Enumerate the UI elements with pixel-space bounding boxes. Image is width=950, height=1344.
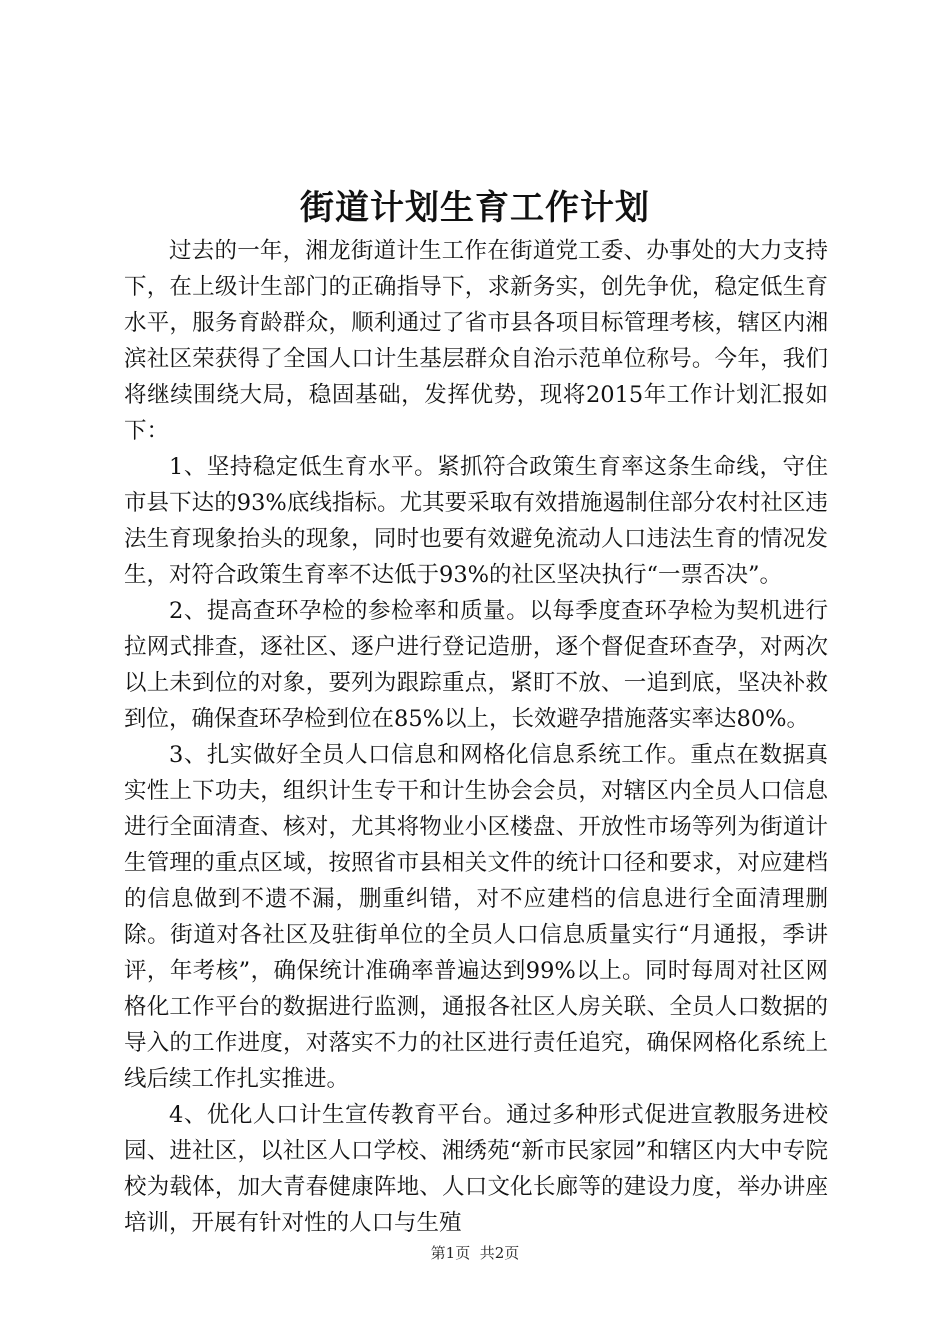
paragraph-item-1: 1、坚持稳定低生育水平。紧抓符合政策生育率这条生命线，守住市县下达的93%底线指标。尤其要采取有效措施遏制住部分农村社区违法生育现象抬头的现象，同时也要有效避免流动人口违法生育的情况发生，对符合政策生育率不达低于93%的社区坚决执行“一票否决”。 [124,454,828,588]
document-title: 街道计划生育工作计划 [300,188,650,228]
document-body [124,233,828,1241]
paragraph-item-4: 4、优化人口计生宣传教育平台。通过多种形式促进宣教服务进校园、进社区，以社区人口学校、湘绣苑“新市民家园”和辖区内大中专院校为载体，加大青春健康阵地、人口文化长廊等的建设力度，举办讲座培训，开展有针对性的人口与生殖 [124,1102,828,1236]
paragraph-item-3: 3、扎实做好全员人口信息和网格化信息系统工作。重点在数据真实性上下功夫，组织计生专干和计生协会会员，对辖区内全员人口信息进行全面清查、核对，尤其将物业小区楼盘、开放性市场等列为街道计生管理的重点区域，按照省市县相关文件的统计口径和要求，对应建档的信息做到不遗不漏，删重纠错，对不应建档的信息进行全面清理删除。街道对各社区及驻街单位的全员人口信息质量实行“月通报，季讲评，年考核”，确保统计准确率普遍达到99%以上。同时每周对社区网格化工作平台的数据进行监测，通报各社区人房关联、全员人口数据的导入的工作进度，对落实不力的社区进行责任追究，确保网格化系统上线后续工作扎实推进。 [124,742,828,1092]
paragraph-intro: 过去的一年，湘龙街道计生工作在街道党工委、办事处的大力支持下，在上级计生部门的正确指导下，求新务实，创先争优，稳定低生育水平，服务育龄群众，顺利通过了省市县各项目标管理考核，辖区内湘滨社区荣获得了全国人口计生基层群众自治示范单位称号。今年，我们将继续围绕大局，稳固基础，发挥优势，现将2015年工作计划汇报如下： [124,238,828,444]
footer-gap [470,1244,480,1262]
paragraph-item-2: 2、提高查环孕检的参检率和质量。以每季度查环孕检为契机进行拉网式排查，逐社区、逐户进行登记造册，逐个督促查环查孕，对两次以上未到位的对象，要列为跟踪重点，紧盯不放、一追到底，坚决补救到位，确保查环孕检到位在85%以上，长效避孕措施落实率达80%。 [124,598,828,732]
page-total: 共2页 [479,1244,520,1262]
page-number: 第1页 [430,1244,471,1262]
page-footer [0,1243,950,1263]
